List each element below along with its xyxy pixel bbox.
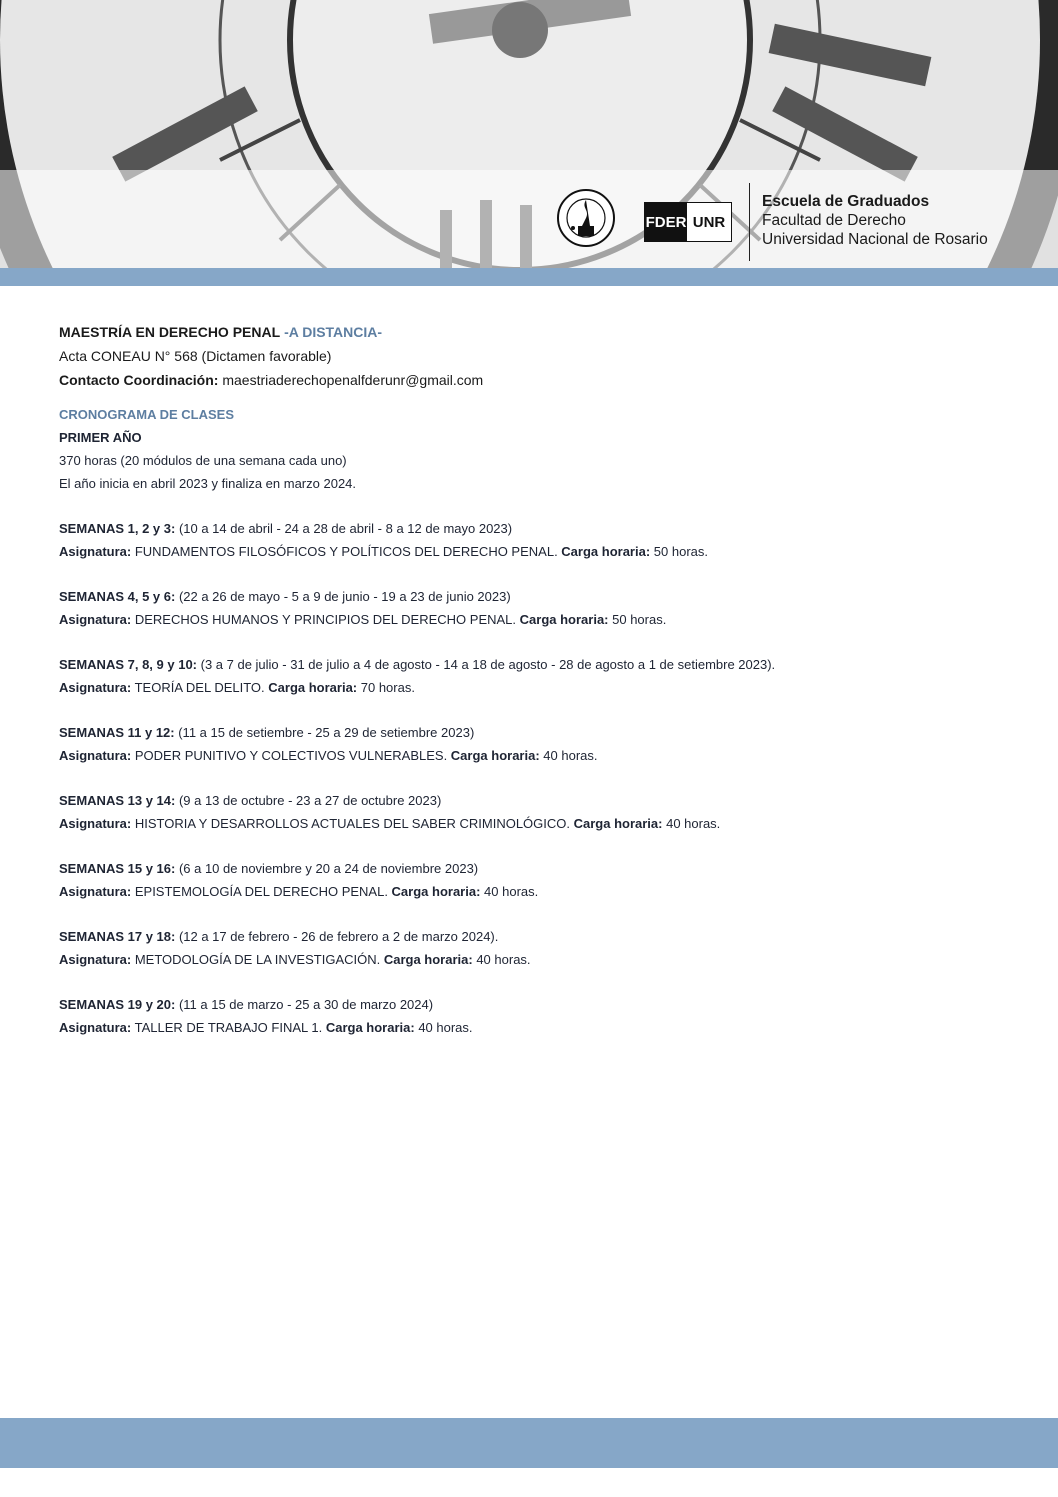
load-label: Carga horaria:	[391, 884, 481, 899]
weeks-line	[59, 585, 999, 608]
weeks-dates: (3 a 7 de julio - 31 de julio a 4 de agosto - 14 a 18 de agosto - 28 de agosto a 1 de setiembre 2023).	[197, 657, 776, 672]
weeks-dates: (11 a 15 de setiembre - 25 a 29 de setiembre 2023)	[174, 725, 475, 740]
program-modality: -A DISTANCIA-	[284, 324, 383, 340]
weeks-line	[59, 925, 999, 948]
contact-line	[59, 368, 999, 392]
schedule-block	[59, 585, 999, 631]
subject-label: Asignatura:	[59, 544, 132, 559]
load-label: Carga horaria:	[383, 952, 473, 967]
subject-name: TEORÍA DEL DELITO.	[131, 680, 269, 695]
year-period: El año inicia en abril 2023 y finaliza en marzo 2024.	[59, 476, 357, 491]
load-hours: 40 horas.	[662, 816, 721, 831]
subject-name: METODOLOGÍA DE LA INVESTIGACIÓN.	[131, 952, 384, 967]
subject-name: DERECHOS HUMANOS Y PRINCIPIOS DEL DERECHO PENAL.	[131, 612, 520, 627]
schedule-block	[59, 993, 999, 1039]
header-divider	[749, 183, 750, 261]
load-label: Carga horaria:	[268, 680, 358, 695]
main-content	[59, 320, 999, 1039]
weeks-label: SEMANAS 7, 8, 9 y 10:	[59, 657, 197, 672]
fder-unr-logo	[644, 202, 732, 242]
weeks-label: SEMANAS 13 y 14:	[59, 793, 176, 808]
weeks-dates: (10 a 14 de abril - 24 a 28 de abril - 8 a 12 de mayo 2023)	[175, 521, 513, 536]
subject-label: Asignatura:	[59, 884, 132, 899]
subject-label: Asignatura:	[59, 748, 132, 763]
weeks-label: SEMANAS 11 y 12:	[59, 725, 175, 740]
schedule-heading: CRONOGRAMA DE CLASES	[59, 407, 235, 422]
load-label: Carga horaria:	[573, 816, 663, 831]
fder-logo-text: FDER	[645, 203, 687, 241]
weeks-label: SEMANAS 4, 5 y 6:	[59, 589, 176, 604]
weeks-dates: (11 a 15 de marzo - 25 a 30 de marzo 2024)	[175, 997, 434, 1012]
subject-label: Asignatura:	[59, 1020, 132, 1035]
institution-school: Escuela de Graduados	[762, 193, 930, 210]
schedule-block	[59, 653, 999, 699]
subject-name: EPISTEMOLOGÍA DEL DERECHO PENAL.	[131, 884, 392, 899]
institution-university: Universidad Nacional de Rosario	[762, 231, 988, 248]
program-acta: Acta CONEAU N° 568 (Dictamen favorable)	[59, 348, 332, 364]
bottom-stripe	[0, 1418, 1058, 1468]
weeks-line	[59, 857, 999, 880]
institution-faculty: Facultad de Derecho	[762, 212, 906, 229]
weeks-dates: (9 a 13 de octubre - 23 a 27 de octubre 2023)	[175, 793, 442, 808]
weeks-label: SEMANAS 19 y 20:	[59, 997, 176, 1012]
load-label: Carga horaria:	[325, 1020, 415, 1035]
subject-label: Asignatura:	[59, 612, 132, 627]
load-hours: 40 horas.	[414, 1020, 473, 1035]
header-banner	[0, 0, 1058, 268]
contact-email[interactable]: maestriaderechopenalfderunr@gmail.com	[222, 372, 484, 388]
load-label: Carga horaria:	[519, 612, 609, 627]
weeks-dates: (12 a 17 de febrero - 26 de febrero a 2 de marzo 2024).	[175, 929, 499, 944]
schedule-block	[59, 925, 999, 971]
university-seal-logo	[556, 186, 616, 252]
weeks-dates: (6 a 10 de noviembre y 20 a 24 de noviembre 2023)	[175, 861, 479, 876]
weeks-label: SEMANAS 15 y 16:	[59, 861, 176, 876]
load-hours: 70 horas.	[357, 680, 415, 695]
load-hours: 50 horas.	[650, 544, 708, 559]
schedule-block	[59, 789, 999, 835]
subject-label: Asignatura:	[59, 816, 132, 831]
load-hours: 40 horas.	[480, 884, 539, 899]
subject-line	[59, 744, 999, 767]
subject-line	[59, 812, 999, 835]
schedule-block	[59, 517, 999, 563]
subject-name: HISTORIA Y DESARROLLOS ACTUALES DEL SABER CRIMINOLÓGICO.	[131, 816, 574, 831]
subject-line	[59, 608, 999, 631]
institution-block	[762, 192, 988, 249]
subject-label: Asignatura:	[59, 680, 132, 695]
load-label: Carga horaria:	[561, 544, 651, 559]
schedule-block	[59, 721, 999, 767]
subject-line	[59, 1016, 999, 1039]
load-hours: 40 horas.	[539, 748, 598, 763]
schedule-block	[59, 857, 999, 903]
load-hours: 40 horas.	[472, 952, 531, 967]
load-hours: 50 horas.	[608, 612, 667, 627]
subject-name: TALLER DE TRABAJO FINAL 1.	[131, 1020, 326, 1035]
subject-line	[59, 880, 999, 903]
year-hours: 370 horas (20 módulos de una semana cada uno)	[59, 453, 347, 468]
subject-line	[59, 676, 999, 699]
contact-label: Contacto Coordinación:	[59, 372, 219, 388]
subject-label: Asignatura:	[59, 952, 132, 967]
program-title-line	[59, 320, 999, 344]
schedule-blocks	[59, 517, 999, 1039]
subject-name: PODER PUNITIVO Y COLECTIVOS VULNERABLES.	[131, 748, 451, 763]
weeks-line	[59, 721, 999, 744]
weeks-label: SEMANAS 17 y 18:	[59, 929, 176, 944]
unr-logo-text: UNR	[687, 203, 731, 241]
subject-line	[59, 948, 999, 971]
load-label: Carga horaria:	[450, 748, 540, 763]
subject-name: FUNDAMENTOS FILOSÓFICOS Y POLÍTICOS DEL DERECHO PENAL.	[131, 544, 562, 559]
weeks-line	[59, 653, 999, 676]
weeks-line	[59, 993, 999, 1016]
year-heading: PRIMER AÑO	[59, 430, 142, 445]
weeks-dates: (22 a 26 de mayo - 5 a 9 de junio - 19 a 23 de junio 2023)	[175, 589, 511, 604]
program-title: MAESTRÍA EN DERECHO PENAL	[59, 324, 281, 340]
weeks-line	[59, 789, 999, 812]
top-stripe	[0, 268, 1058, 286]
subject-line	[59, 540, 999, 563]
weeks-line	[59, 517, 999, 540]
weeks-label: SEMANAS 1, 2 y 3:	[59, 521, 176, 536]
